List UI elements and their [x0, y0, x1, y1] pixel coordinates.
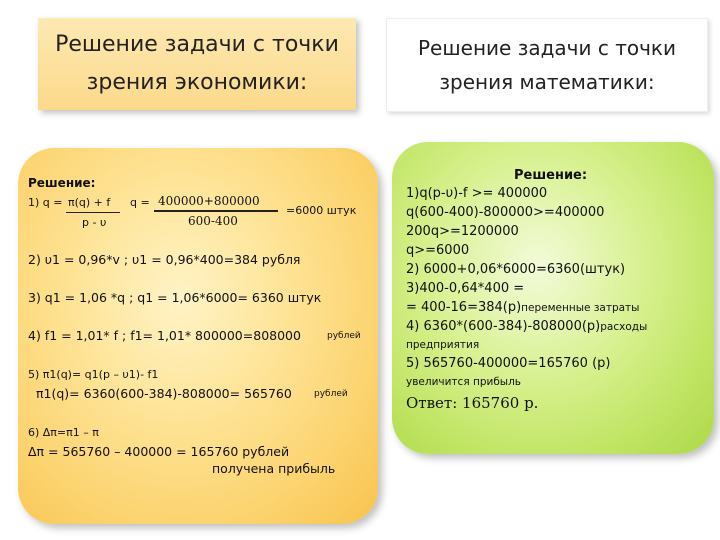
econ-step1-fraction-bar-values: [154, 210, 278, 212]
math-line7-main: = 400-16=384(р): [406, 300, 522, 315]
math-answer: Ответ: 165760 р.: [406, 394, 539, 412]
math-heading: Решение:: [514, 168, 588, 183]
math-title-line2: зрения математики:: [439, 70, 655, 94]
econ-step1-result: =6000 штук: [286, 204, 357, 217]
econ-step1-numerator: π(q) + f: [68, 196, 111, 209]
math-line5: 2) 6000+0,06*6000=6360(штук): [406, 262, 626, 277]
econ-step4-unit: рублей: [327, 331, 361, 341]
economics-title-box: [38, 18, 356, 110]
econ-step1-fraction-bar: [66, 212, 120, 213]
math-line8-main: 4) 6360*(600-384)-808000(р): [406, 319, 601, 334]
econ-step1-numerator-values: 400000+800000: [158, 194, 260, 208]
econ-step5-line2: π1(q)= 6360(600-384)-808000= 565760: [36, 386, 292, 401]
math-title-line1: Решение задачи с точки: [418, 36, 676, 60]
econ-step6-line1: 6) Δπ=π1 – π: [28, 426, 99, 439]
math-line3: 200q>=1200000: [406, 224, 519, 239]
math-line1: 1)q(p-υ)-f >= 400000: [406, 186, 548, 201]
econ-step1-denominator: p - υ: [82, 216, 107, 229]
econ-step5-unit: рублей: [314, 389, 348, 399]
math-line2: q(600-400)-800000>=400000: [406, 205, 605, 220]
econ-step6-line2: Δπ = 565760 – 400000 = 165760 рублей: [28, 444, 290, 459]
econ-step1-prefix: 1) q =: [28, 196, 63, 209]
math-line7: [406, 300, 639, 315]
economics-solution-panel: [18, 148, 378, 524]
econ-step2: 2) υ1 = 0,96*v ; υ1 = 0,96*400=384 рубля: [28, 252, 301, 267]
econ-step5-line1: 5) π1(q)= q1(p – υ1)- f1: [28, 368, 159, 381]
math-line8-small: расходы: [600, 321, 648, 333]
math-line11: увеличится прибыль: [406, 376, 521, 388]
econ-step1-denominator-values: 600-400: [188, 214, 238, 228]
math-line10: 5) 565760-400000=165760 (р): [406, 356, 611, 371]
math-line8: [406, 319, 647, 334]
math-title-box: [386, 18, 708, 112]
econ-step1-q: q =: [130, 196, 150, 209]
econ-heading: Решение:: [28, 176, 96, 190]
math-line7-small: переменные затраты: [521, 302, 640, 314]
math-line6: 3)400-0,64*400 =: [406, 281, 525, 296]
economics-title-line2: зрения экономики:: [86, 70, 308, 95]
math-line4: q>=6000: [406, 243, 470, 258]
math-line9: предприятия: [406, 339, 480, 351]
economics-title-line1: Решение задачи с точки: [55, 32, 339, 57]
econ-step3: 3) q1 = 1,06 *q ; q1 = 1,06*6000= 6360 штук: [28, 290, 322, 305]
math-solution-panel: [392, 142, 714, 454]
econ-step4: 4) f1 = 1,01* f ; f1= 1,01* 800000=808000: [28, 328, 301, 343]
econ-step6-line3: получена прибыль: [212, 461, 336, 476]
